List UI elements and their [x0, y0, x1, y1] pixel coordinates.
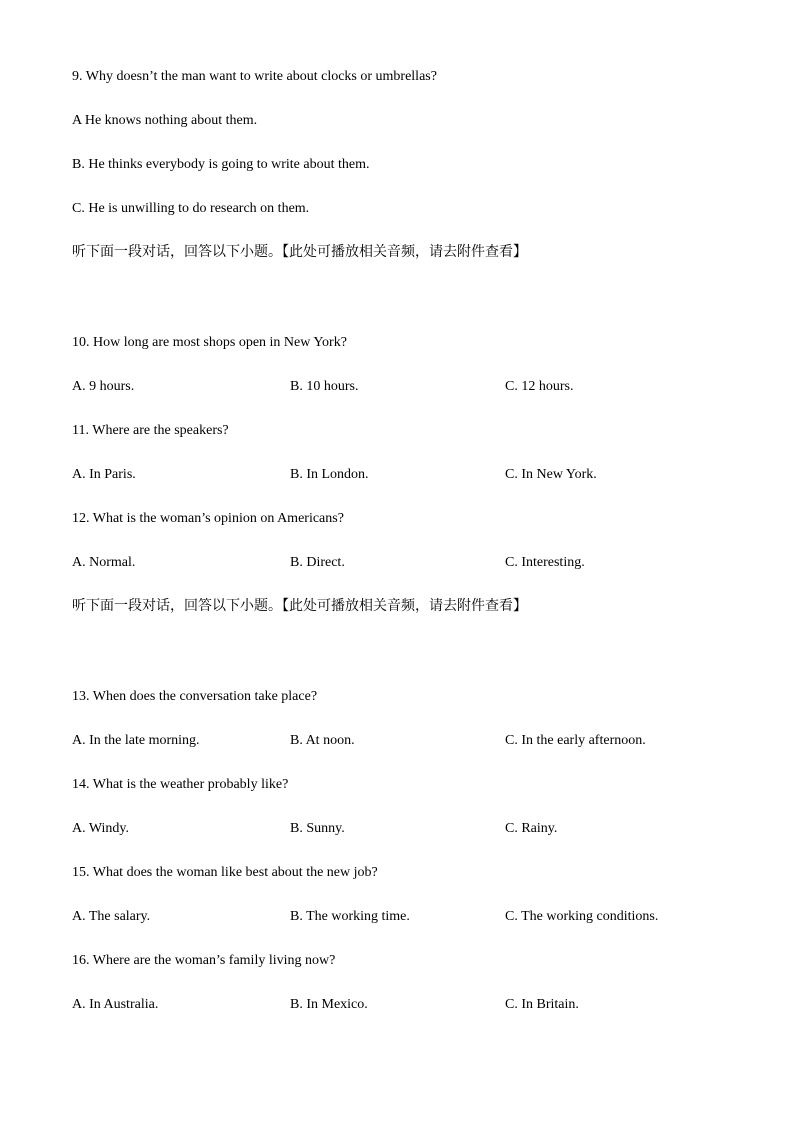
question-10-option-a: A. 9 hours. — [72, 379, 135, 394]
question-11-text: 11. Where are the speakers? — [72, 423, 229, 438]
question-13-option-b: B. At noon. — [290, 733, 355, 748]
question-9-option-a: A He knows nothing about them. — [72, 113, 258, 128]
question-12-option-a: A. Normal. — [72, 555, 136, 570]
question-10-options — [72, 378, 728, 396]
question-11-option-c: C. In New York. — [505, 467, 597, 482]
question-14-option-c: C. Rainy. — [505, 821, 558, 836]
question-16-option-c: C. In Britain. — [505, 997, 579, 1012]
question-11-option-b: B. In London. — [290, 467, 369, 482]
question-15-text: 15. What does the woman like best about the new job? — [72, 865, 378, 880]
question-15-option-c: C. The working conditions. — [505, 909, 659, 924]
question-9-option-b: B. He thinks everybody is going to write about them. — [72, 157, 370, 172]
question-15-option-b: B. The working time. — [290, 909, 410, 924]
question-13-option-a: A. In the late morning. — [72, 733, 200, 748]
question-14-options — [72, 820, 728, 838]
question-10-option-c: C. 12 hours. — [505, 379, 574, 394]
question-16-option-b: B. In Mexico. — [290, 997, 368, 1012]
question-10-option-b: B. 10 hours. — [290, 379, 359, 394]
question-16-option-a: A. In Australia. — [72, 997, 159, 1012]
question-12-text: 12. What is the woman’s opinion on Americans? — [72, 511, 344, 526]
question-12-option-c: C. Interesting. — [505, 555, 585, 570]
question-10-text: 10. How long are most shops open in New York? — [72, 335, 347, 350]
question-12-options — [72, 554, 728, 572]
question-15-option-a: A. The salary. — [72, 909, 151, 924]
question-16-text: 16. Where are the woman’s family living now? — [72, 953, 336, 968]
question-9-option-c: C. He is unwilling to do research on them. — [72, 201, 310, 216]
question-14-option-b: B. Sunny. — [290, 821, 345, 836]
question-11-option-a: A. In Paris. — [72, 467, 136, 482]
question-13-options — [72, 732, 728, 750]
question-11-options — [72, 466, 728, 484]
question-12-option-b: B. Direct. — [290, 555, 345, 570]
listening-instruction-1: 听下面一段对话，回答以下小题。【此处可播放相关音频，请去附件查看】 — [72, 245, 527, 260]
question-14-option-a: A. Windy. — [72, 821, 129, 836]
question-13-text: 13. When does the conversation take place? — [72, 689, 318, 704]
question-16-options — [72, 996, 728, 1014]
question-15-options — [72, 908, 728, 926]
question-14-text: 14. What is the weather probably like? — [72, 777, 289, 792]
question-9-text: 9. Why doesn’t the man want to write about clocks or umbrellas? — [72, 69, 437, 84]
question-13-option-c: C. In the early afternoon. — [505, 733, 646, 748]
listening-instruction-2: 听下面一段对话，回答以下小题。【此处可播放相关音频，请去附件查看】 — [72, 599, 527, 614]
